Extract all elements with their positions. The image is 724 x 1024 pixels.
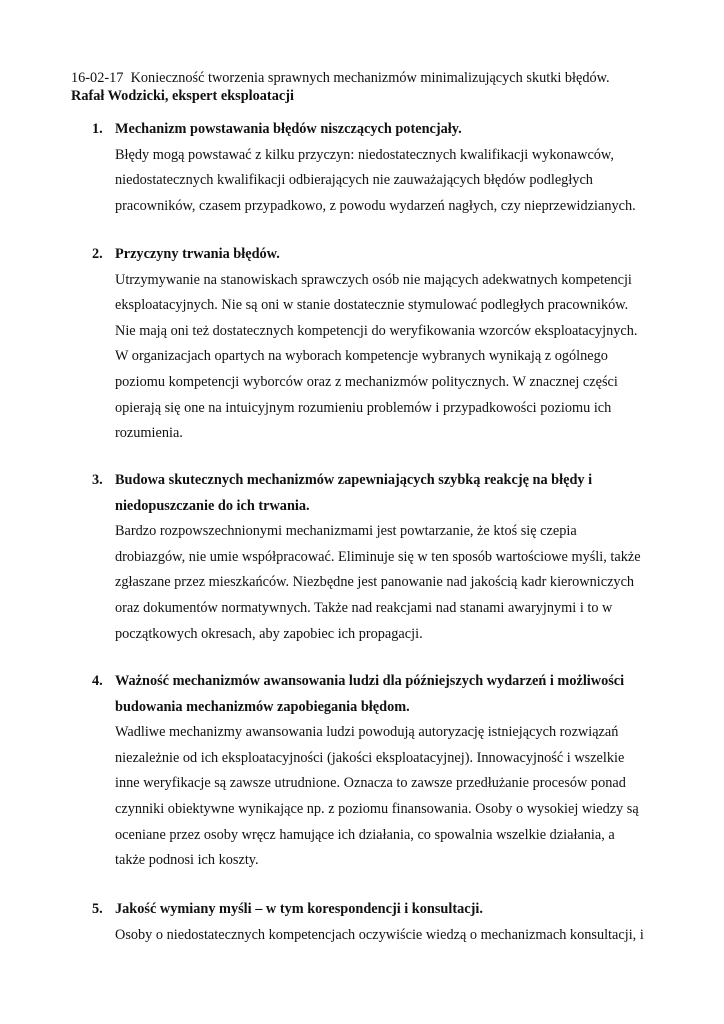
document-date: 16-02-17 (71, 70, 124, 86)
body-line: Wadliwe mechanizmy awansowania ludzi powodują autoryzację istniejących rozwiązań (115, 724, 619, 741)
section-heading: Przyczyny trwania błędów. (115, 246, 280, 262)
body-line: oraz dokumentów normatywnych. Także nad reakcjami nad stanami awaryjnymi i to w (115, 600, 613, 616)
body-line: W organizacjach opartych na wyborach kompetencje wybranych wynikają z ogólnego (115, 348, 608, 365)
section-heading-continued: budowania mechanizmów zapobiegania błędom. (115, 698, 410, 715)
section-heading: Mechanizm powstawania błędów niszczących potencjały. (115, 121, 462, 137)
section-number: 5. (92, 901, 103, 917)
body-line: początkowych okresach, aby zapobiec ich propagacji. (115, 625, 423, 642)
section-heading-continued: niedopuszczanie do ich trwania. (115, 497, 310, 514)
body-line: poziomu kompetencji wyborców oraz z mechanizmów politycznych. W znacznej części (115, 374, 618, 390)
body-line: drobiazgów, nie umie współpracować. Eliminuje się w ten sposób wartościowe myśli, także (115, 548, 641, 565)
body-line: rozumienia. (115, 425, 183, 442)
body-line: Bardzo rozpowszechnionymi mechanizmami jest powtarzanie, że ktoś się czepia (115, 523, 577, 540)
body-line: niedostatecznych kwalifikacji odbierających nie zauważających błędów podległych (115, 172, 593, 189)
body-line: eksploatacyjnych. Nie są oni w stanie dostatecznie stymulować podległych pracowników. (115, 297, 629, 314)
body-line: Błędy mogą powstawać z kilku przyczyn: niedostatecznych kwalifikacji wykonawców, (115, 146, 614, 163)
body-line: pracowników, czasem przypadkowo, z powodu wydarzeń nagłych, czy nieprzewidzianych. (115, 197, 636, 214)
body-line: zgłaszane przez mieszkańców. Niezbędne jest panowanie nad jakością kadr kierowniczych (115, 574, 635, 591)
body-line: czynniki obiektywne wynikające np. z poziomu finansowania. Osoby o wysokiej wiedzy są (115, 801, 639, 817)
section-heading: Budowa skutecznych mechanizmów zapewniających szybką reakcję na błędy i (115, 472, 593, 488)
body-line: Utrzymywanie na stanowiskach sprawczych osób nie mających adekwatnych kompetencji (115, 271, 632, 288)
section-heading: Ważność mechanizmów awansowania ludzi dla późniejszych wydarzeń i możliwości (115, 673, 625, 689)
body-line: inne weryfikacje są zawsze utrudnione. Oznacza to zawsze przedłużanie procesów ponad (115, 775, 626, 792)
document-title: Konieczność tworzenia sprawnych mechanizmów minimalizujących skutki błędów. (130, 70, 610, 86)
section-number: 4. (92, 673, 103, 689)
section-heading: Jakość wymiany myśli – w tym korespondencji i konsultacji. (115, 901, 483, 917)
body-line: niezależnie od ich eksploatacyjności (jakości eksploatacyjnej). Innowacyjność i wszelkie (115, 749, 625, 766)
document-author: Rafał Wodzicki, ekspert eksploatacji (71, 88, 294, 104)
body-line: opierają się one na intuicyjnym rozumieniu problemów i przypadkowości poziomu ich (115, 399, 612, 416)
body-line: Nie mają oni też dostatecznych kompetencji do weryfikowania wzorców eksploatacyjnych. (115, 322, 638, 339)
section-number: 3. (92, 472, 103, 488)
section-number: 2. (92, 246, 103, 262)
body-line: także podnosi ich koszty. (115, 852, 259, 869)
body-line: Osoby o niedostatecznych kompetencjach oczywiście wiedzą o mechanizmach konsultacji, i (115, 926, 644, 943)
body-line: oceniane przez osoby wręcz hamujące ich działania, co spowalnia wszelkie działania, a (115, 826, 615, 843)
document-header (71, 69, 610, 87)
section-number: 1. (92, 121, 103, 137)
